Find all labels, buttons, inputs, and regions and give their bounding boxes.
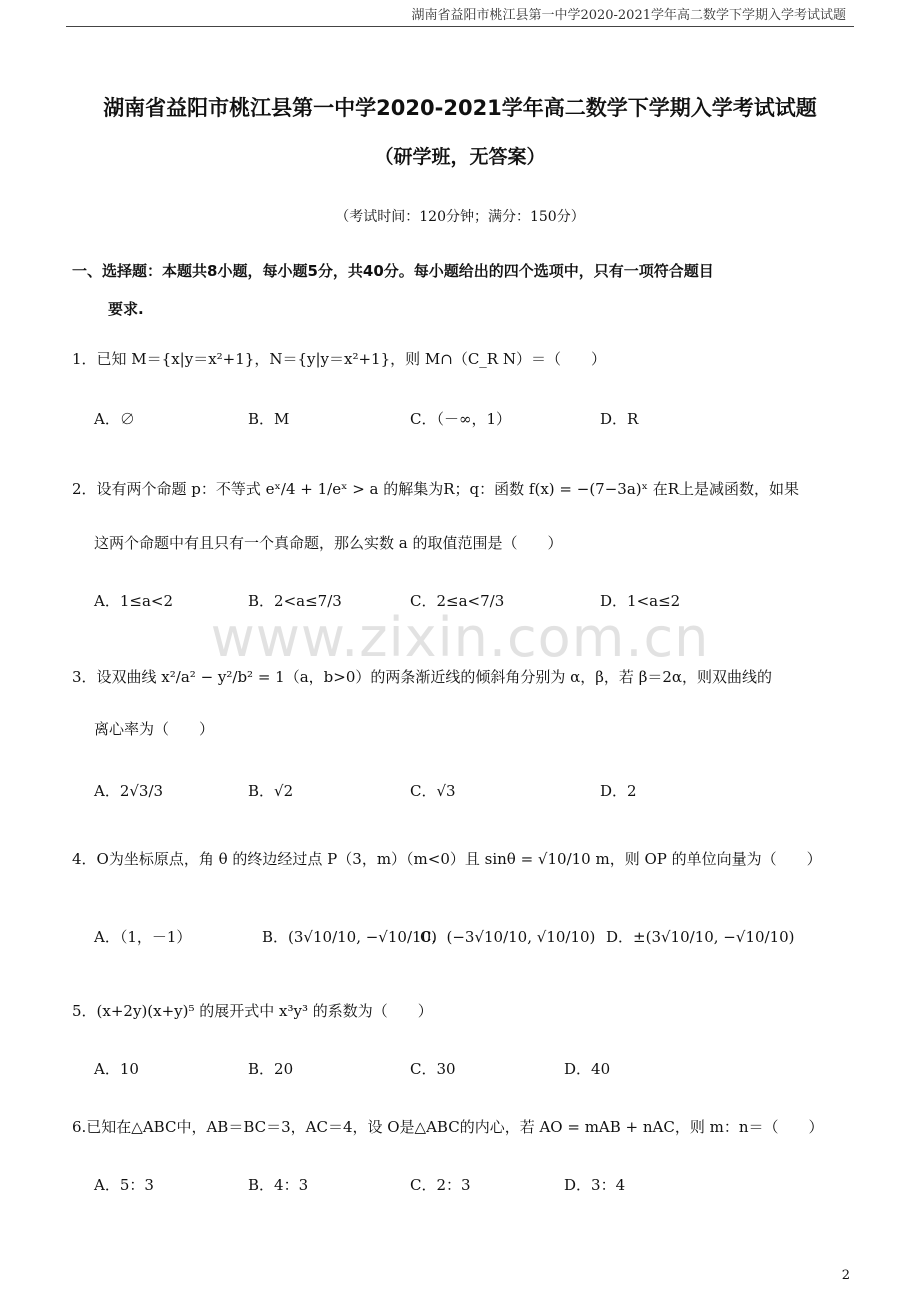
- q4-option-b: B．(3√10/10, −√10/10): [262, 928, 437, 946]
- page-subtitle: （研学班，无答案）: [374, 146, 546, 168]
- q6-option-a: A．5：3: [94, 1176, 154, 1194]
- q2-option-c: C．2≤a<7/3: [410, 592, 505, 610]
- question-2-line1: 2．设有两个命题 p：不等式 eˣ/4 + 1/eˣ > a 的解集为R；q：函数 f(x) = −(7−3a)ˣ 在R上是减函数，如果: [72, 480, 800, 498]
- q2-option-d: D．1<a≤2: [600, 592, 681, 610]
- q5-option-c: C．30: [410, 1060, 456, 1078]
- q5-option-a: A．10: [94, 1060, 139, 1078]
- q1-option-b: B．M: [248, 410, 290, 428]
- question-3-line1: 3．设双曲线 x²/a² − y²/b² = 1（a，b>0）的两条渐近线的倾斜角分别为 α，β，若 β＝2α，则双曲线的: [72, 668, 773, 686]
- q4-option-a: A．（1，－1）: [94, 928, 192, 946]
- question-1: 1．已知 M＝{x|y＝x²+1}，N＝{y|y＝x²+1}，则 M∩（C_R N）＝（ ）: [72, 350, 606, 368]
- q3-option-b: B．√2: [248, 782, 294, 800]
- page-title: 湖南省益阳市桃江县第一中学2020-2021学年高二数学下学期入学考试试题: [103, 96, 817, 120]
- q4-option-c: C．(−3√10/10, √10/10): [420, 928, 596, 946]
- q2-option-a: A．1≤a<2: [94, 592, 173, 610]
- question-3-line2: 离心率为（ ）: [94, 720, 215, 738]
- q5-option-b: B．20: [248, 1060, 294, 1078]
- question-6: 6.已知在△ABC中，AB＝BC＝3，AC＝4，设 O是△ABC的内心，若 AO = mAB + nAC，则 m：n＝（ ）: [72, 1118, 824, 1136]
- question-5: 5．(x+2y)(x+y)⁵ 的展开式中 x³y³ 的系数为（ ）: [72, 1002, 433, 1020]
- page-number: 2: [841, 1268, 850, 1283]
- watermark: www.zixin.com.cn: [210, 606, 710, 669]
- q5-option-d: D．40: [564, 1060, 611, 1078]
- header-rule: [66, 26, 854, 27]
- section-heading-line2: 要求.: [108, 300, 144, 318]
- section-heading-line1: 一、选择题：本题共8小题，每小题5分，共40分。每小题给出的四个选项中，只有一项符合题目: [72, 262, 714, 280]
- q4-option-d: D．±(3√10/10, −√10/10): [606, 928, 795, 946]
- q1-option-c: C．（－∞，1）: [410, 410, 512, 428]
- running-header: 湖南省益阳市桃江县第一中学2020-2021学年高二数学下学期入学考试试题: [411, 8, 846, 23]
- q6-option-c: C．2：3: [410, 1176, 471, 1194]
- question-4: 4．O为坐标原点，角 θ 的终边经过点 P（3，m）（m<0）且 sinθ = √10/10 m，则 OP 的单位向量为（ ）: [72, 850, 822, 868]
- question-2-line2: 这两个命题中有且只有一个真命题，那么实数 a 的取值范围是（ ）: [94, 534, 563, 552]
- q3-option-d: D．2: [600, 782, 637, 800]
- q6-option-b: B．4：3: [248, 1176, 309, 1194]
- exam-info: （考试时间：120分钟；满分：150分）: [335, 209, 585, 225]
- q1-option-d: D．R: [600, 410, 639, 428]
- q6-option-d: D．3：4: [564, 1176, 626, 1194]
- q3-option-c: C．√3: [410, 782, 456, 800]
- q3-option-a: A．2√3/3: [94, 782, 164, 800]
- q1-option-a: A．∅: [94, 410, 135, 428]
- q2-option-b: B．2<a≤7/3: [248, 592, 342, 610]
